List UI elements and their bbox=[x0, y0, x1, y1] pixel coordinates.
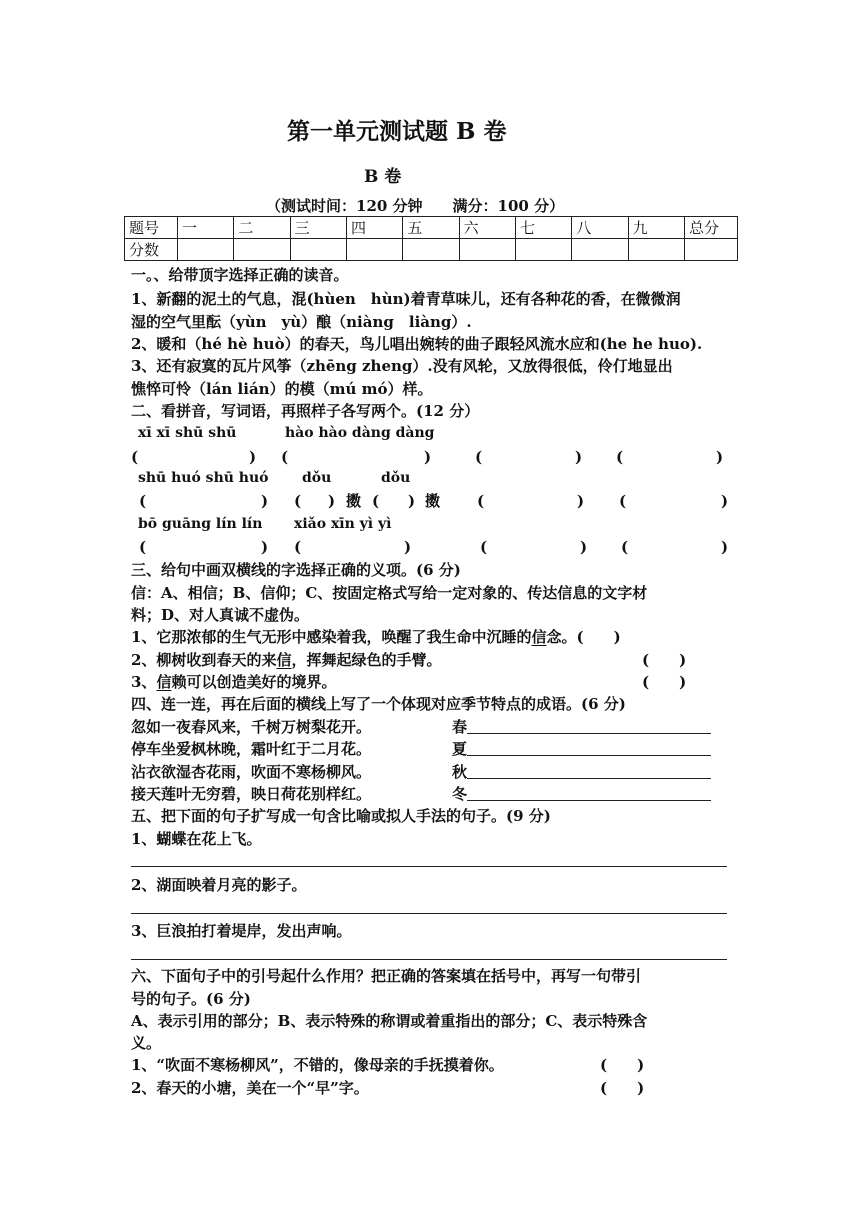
score-input-cell[interactable] bbox=[178, 239, 234, 261]
underlined-char: 信 bbox=[531, 628, 547, 646]
q4-heading: 四、连一连，再在后面的横线上写了一个体现对应季节特点的成语。(6 分) bbox=[131, 695, 626, 713]
score-table-header-row bbox=[125, 217, 738, 239]
test-info: （测试时间：120 分钟 满分：100 分） bbox=[266, 197, 565, 215]
table-cell: 二 bbox=[234, 217, 290, 239]
score-input-cell[interactable] bbox=[290, 239, 346, 261]
season-spring[interactable]: 春 bbox=[452, 718, 711, 737]
char-sou-1: 擞 bbox=[346, 492, 362, 510]
score-table-score-row bbox=[125, 239, 738, 261]
table-cell: 一 bbox=[178, 217, 234, 239]
pinyin-dou-2: dǒu bbox=[381, 470, 411, 486]
answer-paren[interactable]: ( ) bbox=[642, 673, 687, 691]
q3-heading: 三、给句中画双横线的字选择正确的义项。(6 分) bbox=[131, 561, 461, 579]
q3-sentence-1: 1、它那浓郁的生气无形中感染着我，唤醒了我生命中沉睡的信念。( ) bbox=[131, 628, 621, 646]
q1-heading: 一。、给带顶字选择正确的读音。 bbox=[131, 266, 349, 284]
pinyin-haohaodangdang: hào hào dàng dàng bbox=[285, 425, 435, 441]
answer-paren[interactable]: ( ) bbox=[642, 651, 687, 669]
q5-sentence-3: 3、巨浪拍打着堤岸，发出声响。 bbox=[131, 922, 352, 940]
q1-line-2: 湿的空气里酝（yùn yù）酿（niàng liàng）. bbox=[131, 313, 472, 331]
pinyin-xiaoxinyiyi: xiǎo xīn yì yì bbox=[294, 516, 392, 532]
pinyin-dou-1: dǒu bbox=[302, 470, 332, 486]
q6-options-2: 义。 bbox=[131, 1034, 162, 1052]
answer-line[interactable] bbox=[131, 913, 727, 914]
q1-line-5: 憔悴可怜（lán lián）的模（mú mó）样。 bbox=[131, 380, 433, 398]
poem-line-1: 忽如一夜春风来，千树万树梨花开。 bbox=[131, 718, 372, 736]
q6-heading-1: 六、下面句子中的引号起什么作用？把正确的答案填在括号中，再写一句带引 bbox=[131, 967, 642, 985]
q3-sentence-2: 2、柳树收到春天的来信，挥舞起绿色的手臂。 bbox=[131, 651, 442, 669]
char-sou-2: 擞 bbox=[425, 492, 441, 510]
q5-sentence-1: 1、蝴蝶在花上飞。 bbox=[131, 830, 262, 848]
season-winter[interactable]: 冬 bbox=[452, 785, 711, 804]
score-input-cell[interactable] bbox=[346, 239, 402, 261]
q3-sentence-3: 3、信赖可以创造美好的境界。 bbox=[131, 673, 337, 691]
table-cell: 八 bbox=[572, 217, 628, 239]
score-input-cell[interactable] bbox=[515, 239, 571, 261]
q6-sentence-2: 2、春天的小塘，美在一个“早”字。 bbox=[131, 1079, 369, 1097]
pinyin-shuhuoshuhuo: shū huó shū huó bbox=[138, 470, 269, 486]
page-title: 第一单元测试题 B 卷 bbox=[287, 118, 507, 145]
underlined-char: 信 bbox=[276, 651, 292, 669]
q5-sentence-2: 2、湖面映着月亮的影子。 bbox=[131, 876, 307, 894]
q3-definition-2: 料；D、对人真诚不虚伪。 bbox=[131, 606, 310, 624]
table-cell: 总分 bbox=[685, 217, 738, 239]
score-input-cell[interactable] bbox=[572, 239, 628, 261]
answer-line[interactable] bbox=[131, 959, 727, 960]
score-input-cell[interactable] bbox=[234, 239, 290, 261]
pinyin-xixishushu: xī xī shū shū bbox=[138, 425, 237, 441]
q1-line-3: 2、暖和（hé hè huò）的春天，鸟儿唱出婉转的曲子跟轻风流水应和(he he huo). bbox=[131, 335, 703, 353]
table-cell: 三 bbox=[290, 217, 346, 239]
score-input-cell[interactable] bbox=[459, 239, 515, 261]
answer-paren[interactable]: ( ) bbox=[600, 1079, 645, 1097]
score-input-cell[interactable] bbox=[628, 239, 684, 261]
table-cell: 七 bbox=[515, 217, 571, 239]
table-cell: 五 bbox=[403, 217, 459, 239]
page-subtitle: B 卷 bbox=[364, 167, 402, 187]
table-cell: 分数 bbox=[125, 239, 178, 261]
underlined-char: 信 bbox=[156, 673, 172, 691]
season-autumn[interactable]: 秋 bbox=[452, 763, 711, 782]
table-cell: 九 bbox=[628, 217, 684, 239]
pinyin-boguanglinlin: bō guāng lín lín bbox=[138, 516, 263, 532]
q6-sentence-1: 1、“吹面不寒杨柳风”，不错的，像母亲的手抚摸着你。 bbox=[131, 1056, 504, 1074]
score-table bbox=[124, 216, 738, 261]
score-input-cell[interactable] bbox=[685, 239, 738, 261]
score-input-cell[interactable] bbox=[403, 239, 459, 261]
table-cell: 题号 bbox=[125, 217, 178, 239]
q6-heading-2: 号的句子。(6 分) bbox=[131, 990, 251, 1008]
poem-line-2: 停车坐爱枫林晚，霜叶红于二月花。 bbox=[131, 740, 372, 758]
table-cell: 六 bbox=[459, 217, 515, 239]
q5-heading: 五、把下面的句子扩写成一句含比喻或拟人手法的句子。(9 分) bbox=[131, 807, 551, 825]
q1-line-1: 1、新翻的泥土的气息，混(hùen hùn)着青草味儿，还有各种花的香，在微微润 bbox=[131, 290, 681, 308]
answer-paren[interactable]: ( ) bbox=[600, 1056, 645, 1074]
poem-line-4: 接天莲叶无穷碧，映日荷花别样红。 bbox=[131, 785, 372, 803]
q1-line-4: 3、还有寂寞的瓦片风筝（zhēng zheng）.没有风轮，又放得很低，伶仃地显出 bbox=[131, 357, 673, 375]
q3-definition-1: 信：A、相信；B、信仰；C、按固定格式写给一定对象的、传达信息的文字材 bbox=[131, 584, 648, 602]
q2-heading: 二、看拼音，写词语，再照样子各写两个。(12 分） bbox=[131, 402, 480, 420]
table-cell: 四 bbox=[346, 217, 402, 239]
poem-line-3: 沾衣欲湿杏花雨，吹面不寒杨柳风。 bbox=[131, 763, 372, 781]
season-summer[interactable]: 夏 bbox=[452, 740, 711, 759]
answer-line[interactable] bbox=[131, 866, 727, 867]
q6-options-1: A、表示引用的部分；B、表示特殊的称谓或着重指出的部分；C、表示特殊含 bbox=[131, 1012, 648, 1030]
